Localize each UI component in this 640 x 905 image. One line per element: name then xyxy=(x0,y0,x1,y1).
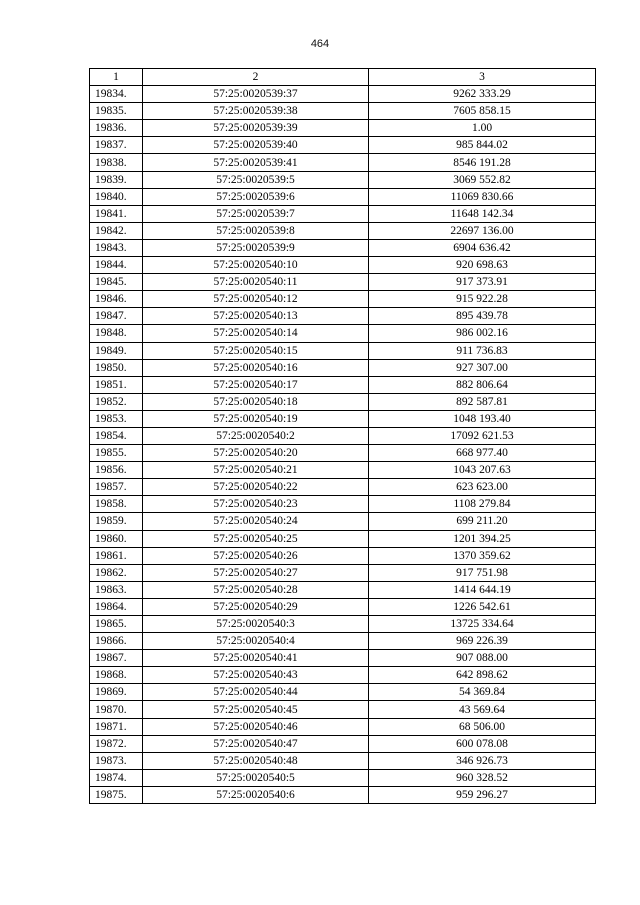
value-cell: 1043 207.63 xyxy=(369,462,596,479)
table-row xyxy=(90,359,596,376)
value-cell: 9262 333.29 xyxy=(369,86,596,103)
table-row xyxy=(90,650,596,667)
table-row xyxy=(90,86,596,103)
row-number-cell: 19841. xyxy=(90,205,143,222)
row-number-cell: 19854. xyxy=(90,427,143,444)
row-number-cell: 19867. xyxy=(90,650,143,667)
row-number-cell: 19860. xyxy=(90,530,143,547)
cadastral-number-cell: 57:25:0020540:15 xyxy=(143,342,369,359)
table-row xyxy=(90,598,596,615)
cadastral-number-cell: 57:25:0020539:38 xyxy=(143,103,369,120)
value-cell: 17092 621.53 xyxy=(369,427,596,444)
table-row xyxy=(90,376,596,393)
row-number-cell: 19848. xyxy=(90,325,143,342)
row-number-cell: 19855. xyxy=(90,445,143,462)
cadastral-number-cell: 57:25:0020540:27 xyxy=(143,564,369,581)
row-number-cell: 19856. xyxy=(90,462,143,479)
row-number-cell: 19874. xyxy=(90,769,143,786)
table-row xyxy=(90,393,596,410)
cadastral-number-cell: 57:25:0020540:2 xyxy=(143,427,369,444)
row-number-cell: 19850. xyxy=(90,359,143,376)
row-number-cell: 19873. xyxy=(90,752,143,769)
row-number-cell: 19834. xyxy=(90,86,143,103)
table-row xyxy=(90,427,596,444)
value-cell: 969 226.39 xyxy=(369,633,596,650)
cadastral-number-cell: 57:25:0020540:16 xyxy=(143,359,369,376)
value-cell: 1201 394.25 xyxy=(369,530,596,547)
table-row xyxy=(90,684,596,701)
row-number-cell: 19839. xyxy=(90,171,143,188)
row-number-cell: 19840. xyxy=(90,188,143,205)
row-number-cell: 19863. xyxy=(90,581,143,598)
row-number-cell: 19868. xyxy=(90,667,143,684)
cadastral-number-cell: 57:25:0020540:22 xyxy=(143,479,369,496)
cadastral-number-cell: 57:25:0020540:25 xyxy=(143,530,369,547)
cadastral-number-cell: 57:25:0020540:12 xyxy=(143,291,369,308)
row-number-cell: 19845. xyxy=(90,274,143,291)
value-cell: 960 328.52 xyxy=(369,769,596,786)
cadastral-number-cell: 57:25:0020540:26 xyxy=(143,547,369,564)
row-number-cell: 19852. xyxy=(90,393,143,410)
cadastral-number-cell: 57:25:0020540:19 xyxy=(143,410,369,427)
row-number-cell: 19853. xyxy=(90,410,143,427)
row-number-cell: 19857. xyxy=(90,479,143,496)
table-row xyxy=(90,786,596,803)
cadastral-number-cell: 57:25:0020540:47 xyxy=(143,735,369,752)
row-number-cell: 19838. xyxy=(90,154,143,171)
value-cell: 917 751.98 xyxy=(369,564,596,581)
value-cell: 68 506.00 xyxy=(369,718,596,735)
table-row xyxy=(90,410,596,427)
row-number-cell: 19836. xyxy=(90,120,143,137)
value-cell: 1370 359.62 xyxy=(369,547,596,564)
table-row xyxy=(90,547,596,564)
table-row xyxy=(90,222,596,239)
table-row xyxy=(90,718,596,735)
row-number-cell: 19844. xyxy=(90,257,143,274)
value-cell: 13725 334.64 xyxy=(369,616,596,633)
value-cell: 1108 279.84 xyxy=(369,496,596,513)
value-cell: 346 926.73 xyxy=(369,752,596,769)
cadastral-number-cell: 57:25:0020540:48 xyxy=(143,752,369,769)
table-row xyxy=(90,171,596,188)
table-row xyxy=(90,445,596,462)
row-number-cell: 19870. xyxy=(90,701,143,718)
cadastral-number-cell: 57:25:0020540:5 xyxy=(143,769,369,786)
value-cell: 959 296.27 xyxy=(369,786,596,803)
table-row xyxy=(90,581,596,598)
value-cell: 3069 552.82 xyxy=(369,171,596,188)
cadastral-number-cell: 57:25:0020539:9 xyxy=(143,239,369,256)
table-row xyxy=(90,633,596,650)
cadastral-number-cell: 57:25:0020539:39 xyxy=(143,120,369,137)
cadastral-number-cell: 57:25:0020540:10 xyxy=(143,257,369,274)
value-cell: 600 078.08 xyxy=(369,735,596,752)
cadastral-number-cell: 57:25:0020540:14 xyxy=(143,325,369,342)
cadastral-number-cell: 57:25:0020540:20 xyxy=(143,445,369,462)
row-number-cell: 19842. xyxy=(90,222,143,239)
table-row xyxy=(90,530,596,547)
value-cell: 915 922.28 xyxy=(369,291,596,308)
cadastral-number-cell: 57:25:0020539:6 xyxy=(143,188,369,205)
value-cell: 43 569.64 xyxy=(369,701,596,718)
page-number: 464 xyxy=(310,38,330,50)
cadastral-number-cell: 57:25:0020540:29 xyxy=(143,598,369,615)
value-cell: 642 898.62 xyxy=(369,667,596,684)
cadastral-number-cell: 57:25:0020540:45 xyxy=(143,701,369,718)
table-header-row xyxy=(90,69,596,86)
table-row xyxy=(90,667,596,684)
cadastral-number-cell: 57:25:0020540:21 xyxy=(143,462,369,479)
cadastral-number-cell: 57:25:0020540:43 xyxy=(143,667,369,684)
table-row xyxy=(90,735,596,752)
table-row xyxy=(90,564,596,581)
column-header-3: 3 xyxy=(369,69,596,86)
table-row xyxy=(90,325,596,342)
table-row xyxy=(90,291,596,308)
table-row xyxy=(90,154,596,171)
value-cell: 1414 644.19 xyxy=(369,581,596,598)
value-cell: 668 977.40 xyxy=(369,445,596,462)
column-header-1: 1 xyxy=(90,69,143,86)
value-cell: 892 587.81 xyxy=(369,393,596,410)
cadastral-number-cell: 57:25:0020540:44 xyxy=(143,684,369,701)
row-number-cell: 19849. xyxy=(90,342,143,359)
row-number-cell: 19866. xyxy=(90,633,143,650)
cadastral-number-cell: 57:25:0020540:46 xyxy=(143,718,369,735)
cadastral-number-cell: 57:25:0020540:4 xyxy=(143,633,369,650)
row-number-cell: 19861. xyxy=(90,547,143,564)
table-row xyxy=(90,616,596,633)
table-row xyxy=(90,479,596,496)
value-cell: 917 373.91 xyxy=(369,274,596,291)
value-cell: 927 307.00 xyxy=(369,359,596,376)
value-cell: 7605 858.15 xyxy=(369,103,596,120)
table-row xyxy=(90,769,596,786)
value-cell: 1.00 xyxy=(369,120,596,137)
cadastral-number-cell: 57:25:0020540:11 xyxy=(143,274,369,291)
table-row xyxy=(90,239,596,256)
cadastral-number-cell: 57:25:0020540:18 xyxy=(143,393,369,410)
row-number-cell: 19871. xyxy=(90,718,143,735)
value-cell: 882 806.64 xyxy=(369,376,596,393)
cadastral-number-cell: 57:25:0020539:8 xyxy=(143,222,369,239)
cadastral-number-cell: 57:25:0020539:37 xyxy=(143,86,369,103)
value-cell: 1048 193.40 xyxy=(369,410,596,427)
row-number-cell: 19864. xyxy=(90,598,143,615)
cadastral-number-cell: 57:25:0020540:17 xyxy=(143,376,369,393)
table-row xyxy=(90,462,596,479)
value-cell: 11648 142.34 xyxy=(369,205,596,222)
row-number-cell: 19843. xyxy=(90,239,143,256)
value-cell: 6904 636.42 xyxy=(369,239,596,256)
row-number-cell: 19847. xyxy=(90,308,143,325)
data-table xyxy=(89,68,596,804)
table-body xyxy=(90,86,596,804)
row-number-cell: 19875. xyxy=(90,786,143,803)
row-number-cell: 19835. xyxy=(90,103,143,120)
cadastral-number-cell: 57:25:0020540:24 xyxy=(143,513,369,530)
table-row xyxy=(90,513,596,530)
cadastral-number-cell: 57:25:0020539:5 xyxy=(143,171,369,188)
value-cell: 623 623.00 xyxy=(369,479,596,496)
row-number-cell: 19851. xyxy=(90,376,143,393)
table-row xyxy=(90,496,596,513)
value-cell: 985 844.02 xyxy=(369,137,596,154)
value-cell: 1226 542.61 xyxy=(369,598,596,615)
table-row xyxy=(90,308,596,325)
row-number-cell: 19837. xyxy=(90,137,143,154)
row-number-cell: 19865. xyxy=(90,616,143,633)
table-row xyxy=(90,274,596,291)
value-cell: 699 211.20 xyxy=(369,513,596,530)
table-row xyxy=(90,752,596,769)
cadastral-number-cell: 57:25:0020540:3 xyxy=(143,616,369,633)
value-cell: 22697 136.00 xyxy=(369,222,596,239)
cadastral-number-cell: 57:25:0020539:40 xyxy=(143,137,369,154)
value-cell: 986 002.16 xyxy=(369,325,596,342)
row-number-cell: 19869. xyxy=(90,684,143,701)
value-cell: 920 698.63 xyxy=(369,257,596,274)
table-row xyxy=(90,701,596,718)
cadastral-number-cell: 57:25:0020540:6 xyxy=(143,786,369,803)
value-cell: 907 088.00 xyxy=(369,650,596,667)
row-number-cell: 19872. xyxy=(90,735,143,752)
cadastral-number-cell: 57:25:0020539:41 xyxy=(143,154,369,171)
value-cell: 54 369.84 xyxy=(369,684,596,701)
cadastral-number-cell: 57:25:0020540:23 xyxy=(143,496,369,513)
cadastral-number-cell: 57:25:0020540:13 xyxy=(143,308,369,325)
column-header-2: 2 xyxy=(143,69,369,86)
table-row xyxy=(90,103,596,120)
table-row xyxy=(90,137,596,154)
table-row xyxy=(90,205,596,222)
table-row xyxy=(90,257,596,274)
table-row xyxy=(90,188,596,205)
table-row xyxy=(90,342,596,359)
cadastral-number-cell: 57:25:0020540:28 xyxy=(143,581,369,598)
value-cell: 895 439.78 xyxy=(369,308,596,325)
row-number-cell: 19862. xyxy=(90,564,143,581)
value-cell: 911 736.83 xyxy=(369,342,596,359)
cadastral-number-cell: 57:25:0020540:41 xyxy=(143,650,369,667)
row-number-cell: 19846. xyxy=(90,291,143,308)
table-row xyxy=(90,120,596,137)
cadastral-number-cell: 57:25:0020539:7 xyxy=(143,205,369,222)
value-cell: 11069 830.66 xyxy=(369,188,596,205)
value-cell: 8546 191.28 xyxy=(369,154,596,171)
row-number-cell: 19859. xyxy=(90,513,143,530)
row-number-cell: 19858. xyxy=(90,496,143,513)
